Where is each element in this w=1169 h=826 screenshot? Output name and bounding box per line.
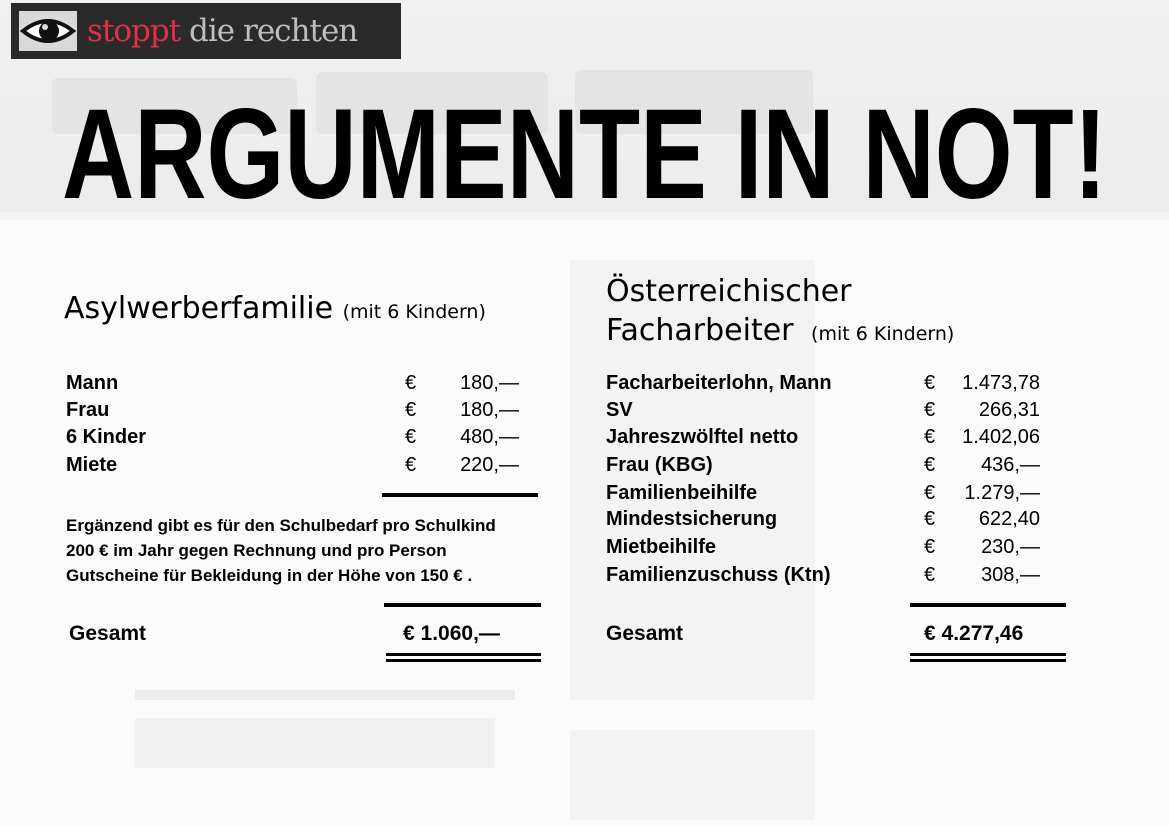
left-subtitle: (mit 6 Kindern) <box>342 301 486 323</box>
right-subtitle: (mit 6 Kindern) <box>811 323 955 345</box>
ghost-sidebar <box>570 730 815 820</box>
left-note-line: Gutscheine für Bekleidung in der Höhe von 150 € . <box>66 566 473 585</box>
left-item-label: Miete <box>66 454 118 476</box>
right-item-label: Mindestsicherung <box>606 508 778 530</box>
right-item-amount: € 1.279,— <box>924 482 1040 504</box>
left-item-label: 6 Kinder <box>66 426 147 448</box>
eye-icon <box>11 3 81 59</box>
left-note-line: Ergänzend gibt es für den Schulbedarf pro Schulkind <box>66 516 496 535</box>
headline <box>62 66 1122 226</box>
ghost-text <box>135 718 495 768</box>
logo-text-rest: die rechten <box>189 13 358 49</box>
left-item-label: Mann <box>66 372 119 394</box>
right-item-amount: € 622,40 <box>924 508 1040 530</box>
right-title-line1: Österreichischer <box>606 274 852 309</box>
ghost-text <box>135 690 515 700</box>
logo-text-stoppt: stoppt <box>87 13 181 49</box>
left-title-text: Asylwerberfamilie <box>64 291 334 326</box>
left-item-amount: € 220,— <box>405 454 519 476</box>
headline-text: ARGUMENTE IN NOT! <box>62 83 1107 226</box>
right-item-amount: € 1.473,78 <box>924 372 1040 394</box>
right-item-amount: € 230,— <box>924 536 1040 558</box>
left-item-amount: € 180,— <box>405 399 519 421</box>
logo <box>11 3 401 59</box>
left-total-amount: € 1.060,— <box>403 622 500 645</box>
right-total-amount: € 4.277,46 <box>924 622 1024 645</box>
right-item-label: Familienbeihilfe <box>606 482 758 504</box>
right-item-label: Mietbeihilfe <box>606 536 717 558</box>
left-total-label: Gesamt <box>69 622 147 645</box>
right-item-label: Familienzuschuss (Ktn) <box>606 564 831 586</box>
right-item-label: SV <box>606 399 633 421</box>
left-subtotal-rule <box>382 493 538 497</box>
left-double-rule <box>386 659 541 662</box>
left-total-rule <box>384 603 541 607</box>
right-title-line2 <box>606 312 954 353</box>
left-title <box>64 290 486 331</box>
right-double-rule <box>910 653 1066 656</box>
left-note-line: 200 € im Jahr gegen Rechnung und pro Person <box>66 541 447 560</box>
right-total-label: Gesamt <box>606 622 684 645</box>
right-item-amount: € 308,— <box>924 564 1040 586</box>
right-item-label: Jahreszwölftel netto <box>606 426 799 448</box>
right-item-amount: € 436,— <box>924 454 1040 476</box>
right-item-amount: € 266,31 <box>924 399 1040 421</box>
right-item-label: Frau (KBG) <box>606 454 713 476</box>
left-item-amount: € 480,— <box>405 426 519 448</box>
right-total-rule <box>910 603 1066 607</box>
left-note <box>66 513 566 588</box>
right-item-amount: € 1.402,06 <box>924 426 1040 448</box>
left-double-rule <box>386 653 541 656</box>
right-item-label: Facharbeiterlohn, Mann <box>606 372 832 394</box>
right-double-rule <box>910 659 1066 662</box>
left-item-label: Frau <box>66 399 110 421</box>
right-title-text: Facharbeiter <box>606 313 794 348</box>
left-item-amount: € 180,— <box>405 372 519 394</box>
